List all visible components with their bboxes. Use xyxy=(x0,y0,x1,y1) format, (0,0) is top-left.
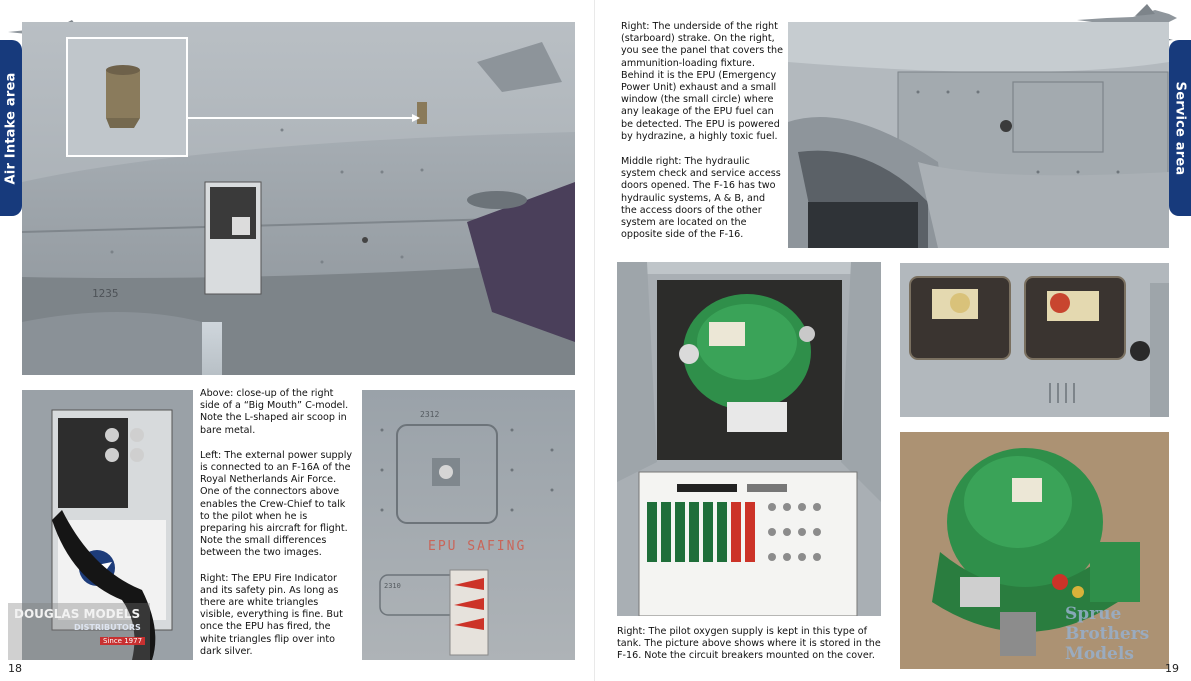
fuselage-serial-stencil: 1235 xyxy=(92,287,119,300)
panel-code-stencil: 2310 xyxy=(384,582,401,590)
left-page xyxy=(0,0,595,681)
caption-oxygen-tank: Right: The pilot oxygen supply is kept in this type of tank. The picture above shows where it is stored in the F-16. Note the circuit breakers mounted on the cover. xyxy=(617,626,881,662)
section-tab-service xyxy=(1169,40,1191,216)
caption-column-right-top xyxy=(621,21,783,254)
section-tab-label: Service area xyxy=(1172,81,1188,175)
caption-hydraulic: Middle right: The hydraulic system check and service access doors opened. The F-16 has two hydraulic systems, A & B, and the access doors of the other system are located on the opposite side of the F-16. xyxy=(621,156,781,241)
sprue-brothers-logo: Sprue Brothers Models xyxy=(1065,604,1150,664)
caption-epu-fire-indicator: Right: The EPU Fire Indicator and its safety pin. As long as there are white triangles visible, everything is fine. But once the EPU has fired, the white triangles flip over into dark silver. xyxy=(200,572,343,657)
caption-column-right-bottom xyxy=(617,626,881,676)
section-tab-air-intake xyxy=(0,40,22,216)
right-page xyxy=(595,0,1191,681)
douglas-models-logo: DOUGLAS MODELS DISTRIBUTORS Since 1977 xyxy=(8,603,150,660)
photo-air-intake xyxy=(22,22,575,375)
epu-safing-stencil: EPU SAFING xyxy=(428,539,527,554)
section-tab-label: Air Intake area xyxy=(3,72,19,184)
page-number-left: 18 xyxy=(8,662,22,675)
caption-air-scoop: Above: close-up of the right side of a “Big Mouth” C-model. Note the L-shaped air scoop in bare metal. xyxy=(200,388,349,436)
caption-strake: Right: The underside of the right (starboard) strake. On the right, you see the panel that covers the ammunition-loading fixture. Behind it is the EPU (Emergency Power Unit) exhaust and a small window (the small circle) where any leakage of the EPU fuel can be detected. The EPU is powered by hydrazine, a highly toxic fuel. xyxy=(621,21,783,142)
photo-strake-underside xyxy=(788,22,1169,248)
photo-service-doors xyxy=(900,263,1169,417)
photo-hydraulic-bay xyxy=(617,262,881,616)
photo-epu-fire-indicator xyxy=(362,390,575,660)
panel-code-stencil: 2312 xyxy=(420,410,440,419)
caption-column-left xyxy=(200,388,355,671)
page-number-right: 19 xyxy=(1165,662,1179,675)
caption-external-power: Left: The external power supply is connected to an F-16A of the Royal Netherlands Air Force. One of the connectors above enables the Crew-Chief to talk to the pilot when he is preparing his aircraft for flight. Note the small differences between the two images. xyxy=(200,449,353,559)
